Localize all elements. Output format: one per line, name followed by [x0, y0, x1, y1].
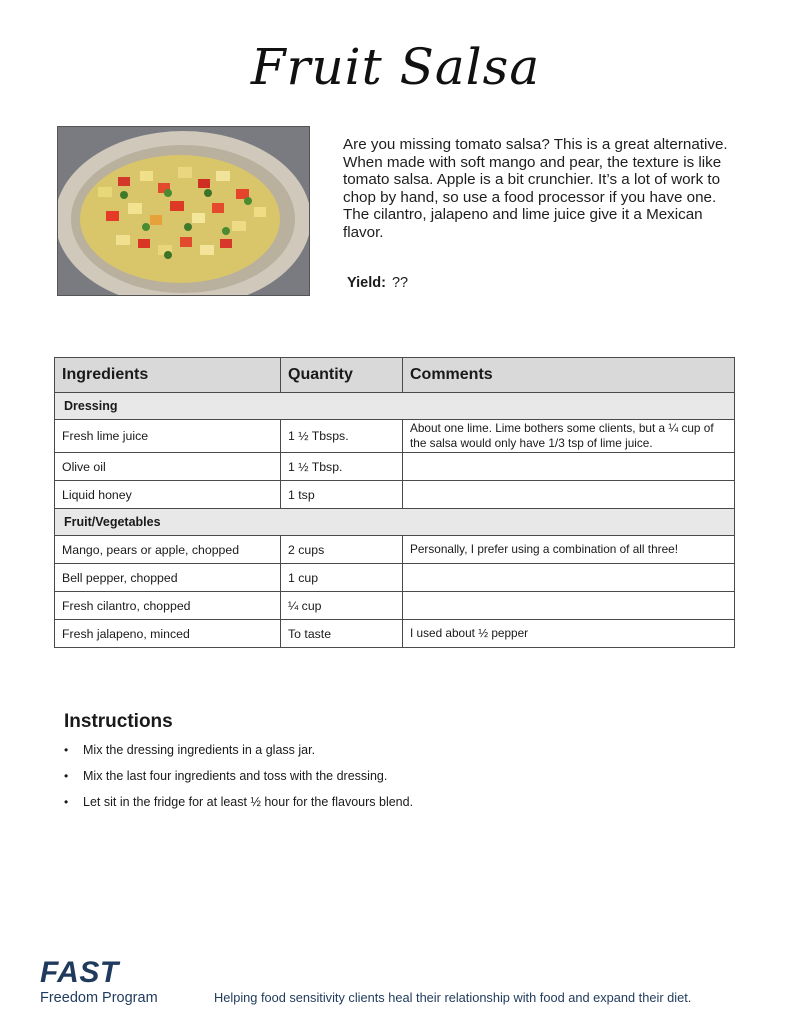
header-comments: Comments: [403, 358, 735, 393]
section-fruit-vegetables: [55, 509, 735, 536]
list-item: [64, 794, 714, 820]
table-header-row: [55, 358, 735, 393]
ingredient-quantity: 2 cups: [281, 536, 403, 564]
ingredient-quantity: To taste: [281, 620, 403, 648]
section-label: Dressing: [55, 393, 735, 420]
ingredient-quantity: ¼ cup: [281, 592, 403, 620]
ingredient-quantity: 1 cup: [281, 564, 403, 592]
table-row: [55, 564, 735, 592]
ingredient-quantity: 1 tsp: [281, 481, 403, 509]
ingredient-comment: Personally, I prefer using a combination of all three!: [403, 536, 735, 564]
table-row: [55, 453, 735, 481]
list-item: [64, 742, 714, 768]
ingredient-comment: [403, 453, 735, 481]
intro-paragraph: Are you missing tomato salsa? This is a great alternative. When made with soft mango and pear, the texture is like tomato salsa. Apple is a bit crunchier. It’s a lot of work to chop by hand, so use a food processor if you have one. The cilantro, jalapeno and lime juice give it a Mexican flavor.: [343, 136, 728, 241]
header-ingredients: Ingredients: [55, 358, 281, 393]
ingredient-name: Bell pepper, chopped: [55, 564, 281, 592]
ingredient-quantity: 1 ½ Tbsps.: [281, 420, 403, 453]
ingredient-name: Mango, pears or apple, chopped: [55, 536, 281, 564]
table-row: [55, 481, 735, 509]
section-dressing: [55, 393, 735, 420]
fast-logo: FAST: [40, 956, 119, 989]
table-row: [55, 592, 735, 620]
ingredient-comment: [403, 564, 735, 592]
step-text: Mix the last four ingredients and toss with the dressing.: [83, 769, 388, 783]
program-name: Freedom Program: [40, 990, 158, 1006]
table-row: [55, 620, 735, 648]
bullet-icon: •: [64, 769, 69, 783]
ingredient-name: Liquid honey: [55, 481, 281, 509]
step-text: Let sit in the fridge for at least ½ hour for the flavours blend.: [83, 795, 414, 809]
section-label: Fruit/Vegetables: [55, 509, 735, 536]
bullet-icon: •: [64, 743, 69, 757]
table-row: [55, 536, 735, 564]
ingredient-name: Fresh cilantro, chopped: [55, 592, 281, 620]
ingredient-name: Fresh jalapeno, minced: [55, 620, 281, 648]
ingredient-comment: I used about ½ pepper: [403, 620, 735, 648]
yield-label: Yield:: [347, 275, 386, 291]
footer-tagline: Helping food sensitivity clients heal their relationship with food and expand their diet.: [214, 990, 692, 1005]
yield-value: ??: [391, 275, 409, 291]
step-text: Mix the dressing ingredients in a glass jar.: [83, 743, 316, 757]
ingredient-comment: [403, 592, 735, 620]
ingredient-name: Olive oil: [55, 453, 281, 481]
table-row: [55, 420, 735, 453]
ingredient-name: Fresh lime juice: [55, 420, 281, 453]
page-title: Fruit Salsa: [250, 38, 541, 96]
fruit-salsa-photo: [57, 126, 310, 296]
header-quantity: Quantity: [281, 358, 403, 393]
ingredients-table: [54, 357, 735, 648]
instructions-title: Instructions: [64, 711, 173, 732]
list-item: [64, 768, 714, 794]
bullet-icon: •: [64, 795, 69, 809]
ingredient-comment: About one lime. Lime bothers some clients, but a ¼ cup of the salsa would only have 1/3 tsp of lime juice.: [403, 420, 735, 453]
ingredient-quantity: 1 ½ Tbsp.: [281, 453, 403, 481]
ingredient-comment: [403, 481, 735, 509]
instructions-list: [64, 742, 714, 820]
yield-line: [347, 275, 408, 291]
